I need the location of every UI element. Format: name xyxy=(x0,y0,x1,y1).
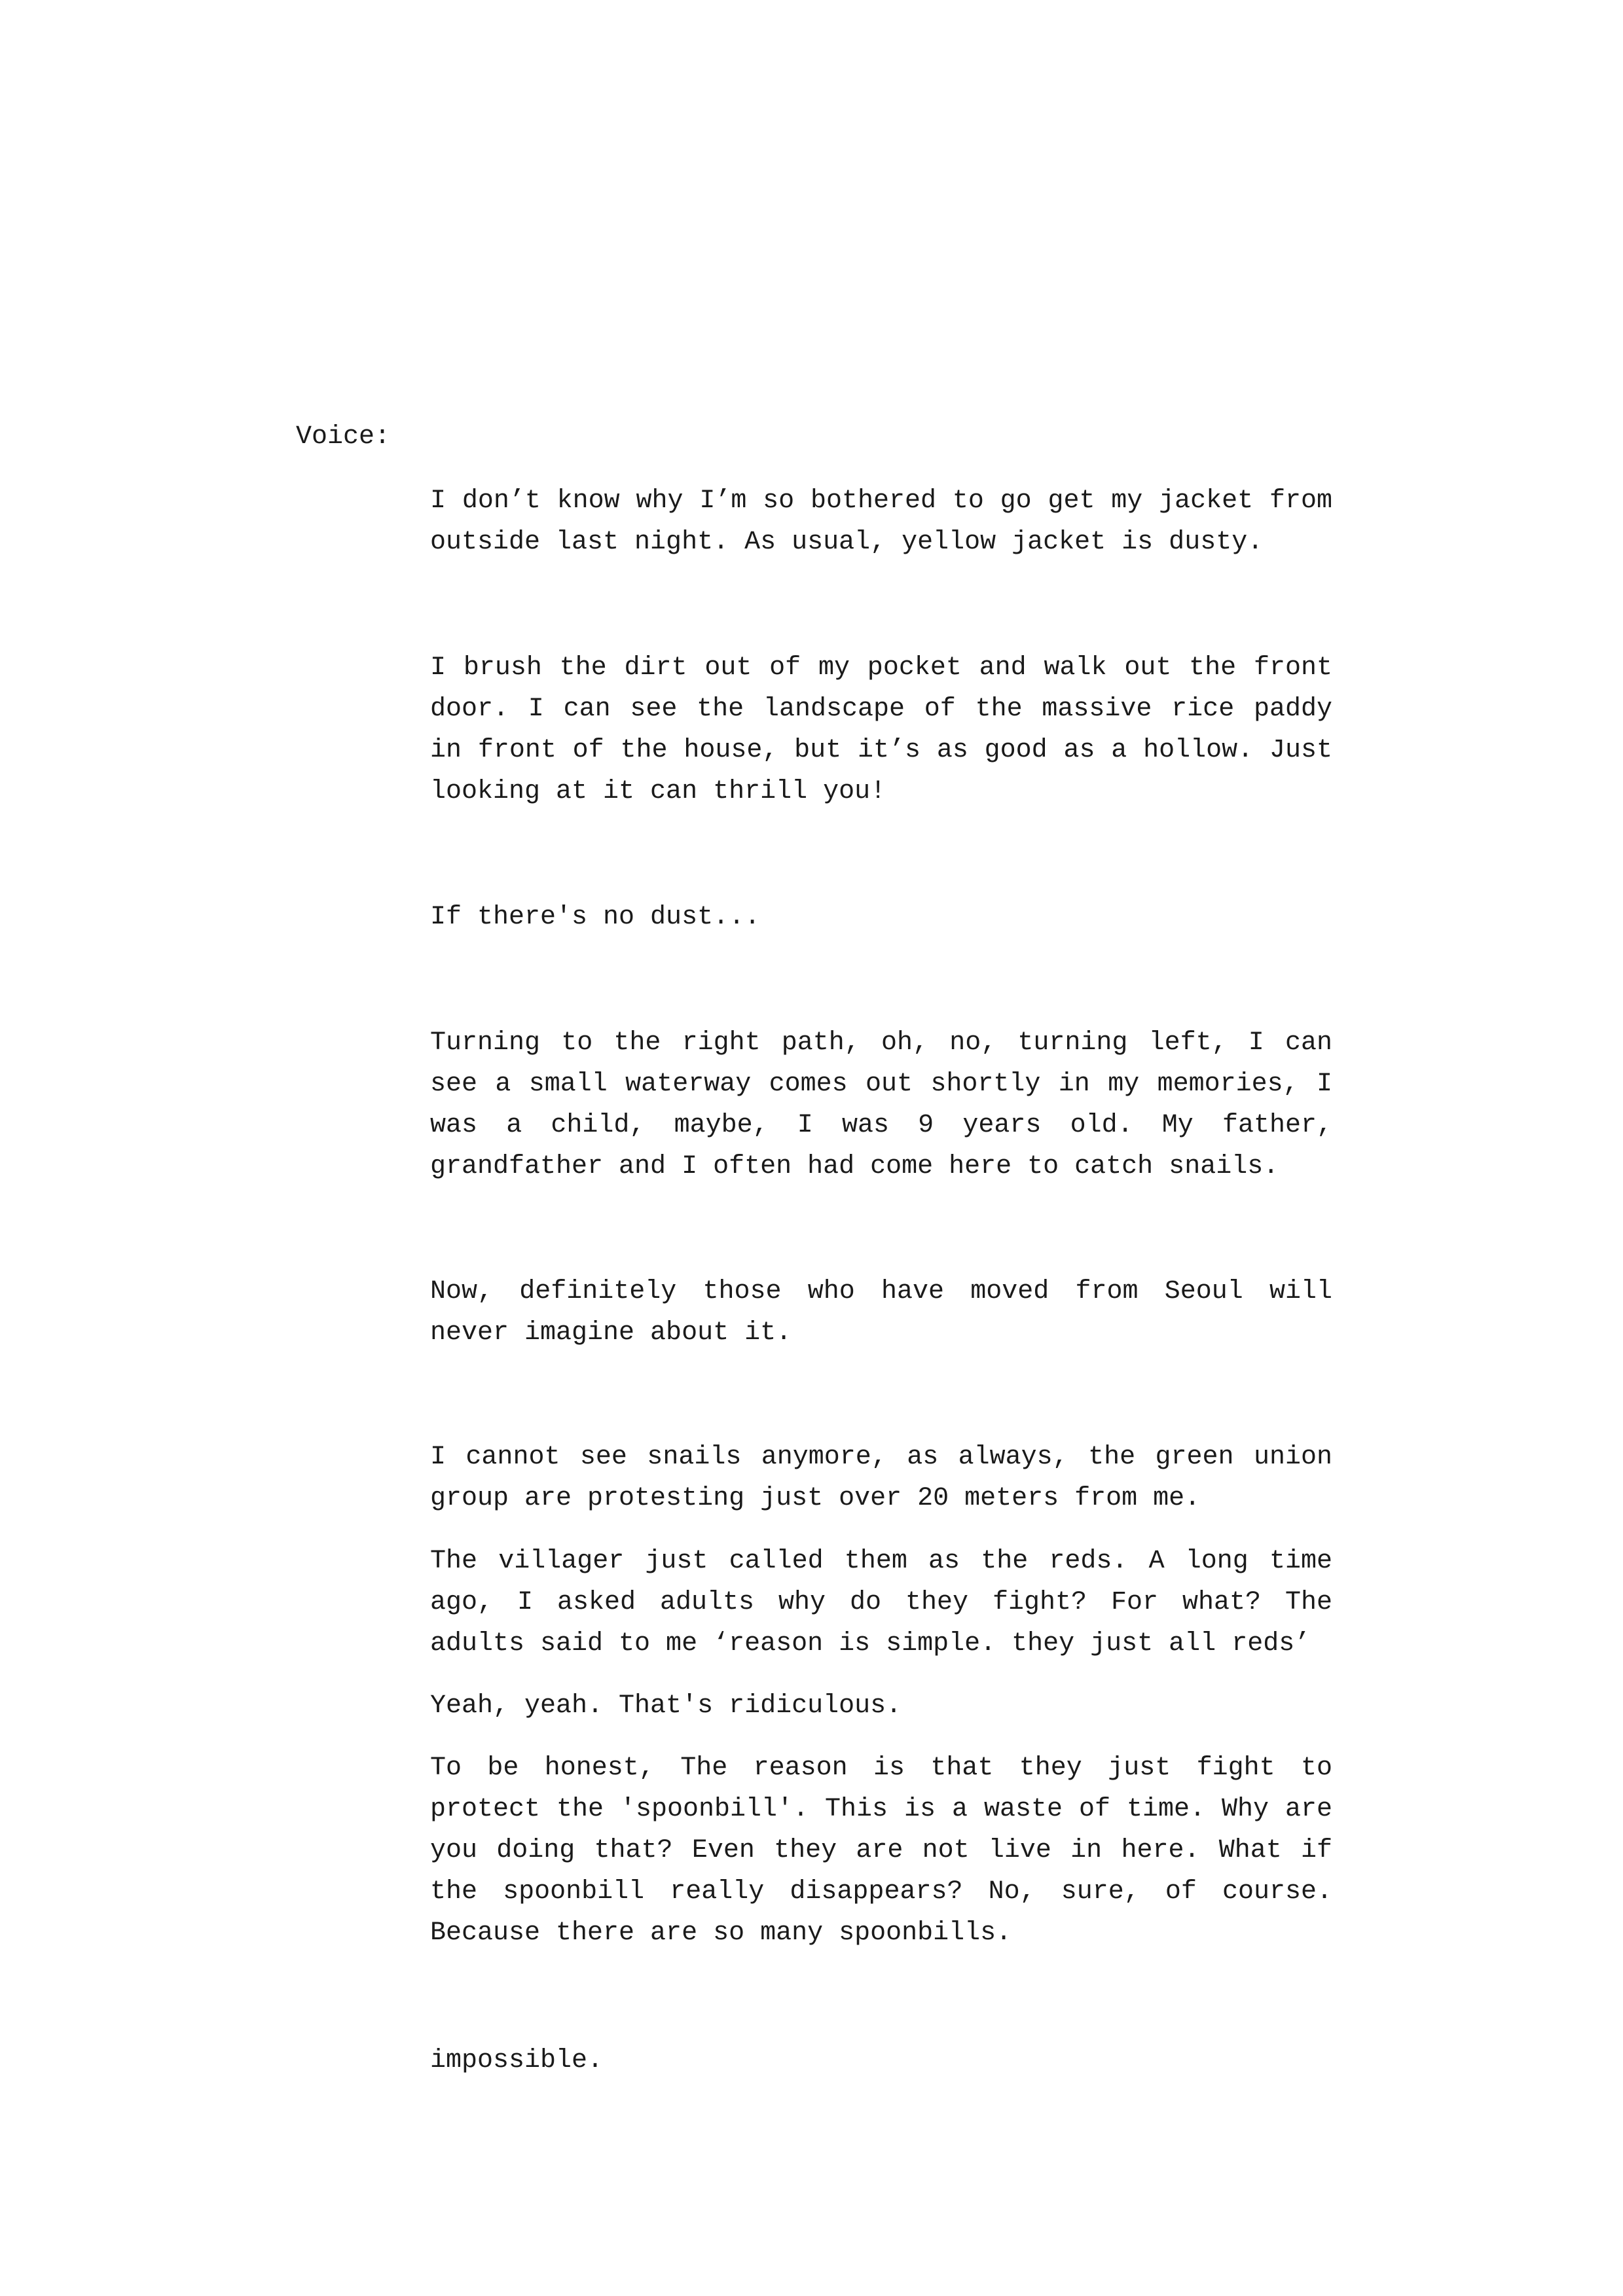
paragraph-waterway: Turning to the right path, oh, no, turning left, I can see a small waterway comes out shortly in my memories, I was a child, maybe, I was 9 years old. My father, grandfather and I often had come here to catch snails. xyxy=(430,1028,1332,1181)
paragraph-reds: The villager just called them as the reds. A long time ago, I asked adults why do they fight? For what? The adults said to me ‘reason is simple. they just all reds’ xyxy=(430,1547,1332,1659)
paragraph-snails: I cannot see snails anymore, as always, the green union group are protesting just over 20 meters from me. xyxy=(430,1443,1332,1513)
paragraph-ridiculous: Yeah, yeah. That's ridiculous. xyxy=(430,1691,902,1721)
paragraph-front-door: I brush the dirt out of my pocket and walk out the front door. I can see the landscape of the massive rice paddy in front of the house, but it’s as good as a hollow. Just looking at it can thrill you! xyxy=(430,653,1332,806)
paragraph-impossible: impossible. xyxy=(430,2046,604,2075)
paragraph-no-dust: If there's no dust... xyxy=(430,903,761,932)
paragraph-jacket: I don’t know why I’m so bothered to go get my jacket from outside last night. As usual, yellow jacket is dusty. xyxy=(430,486,1332,557)
paragraph-seoul: Now, definitely those who have moved from Seoul will never imagine about it. xyxy=(430,1277,1332,1348)
paragraph-spoonbill: To be honest, The reason is that they just fight to protect the 'spoonbill'. This is a waste of time. Why are you doing that? Even they are not live in here. What if the spoonbill really disappears? No, sure, of course. Because there are so many spoonbills. xyxy=(430,1753,1332,1948)
speaker-label: Voice: xyxy=(296,422,391,452)
